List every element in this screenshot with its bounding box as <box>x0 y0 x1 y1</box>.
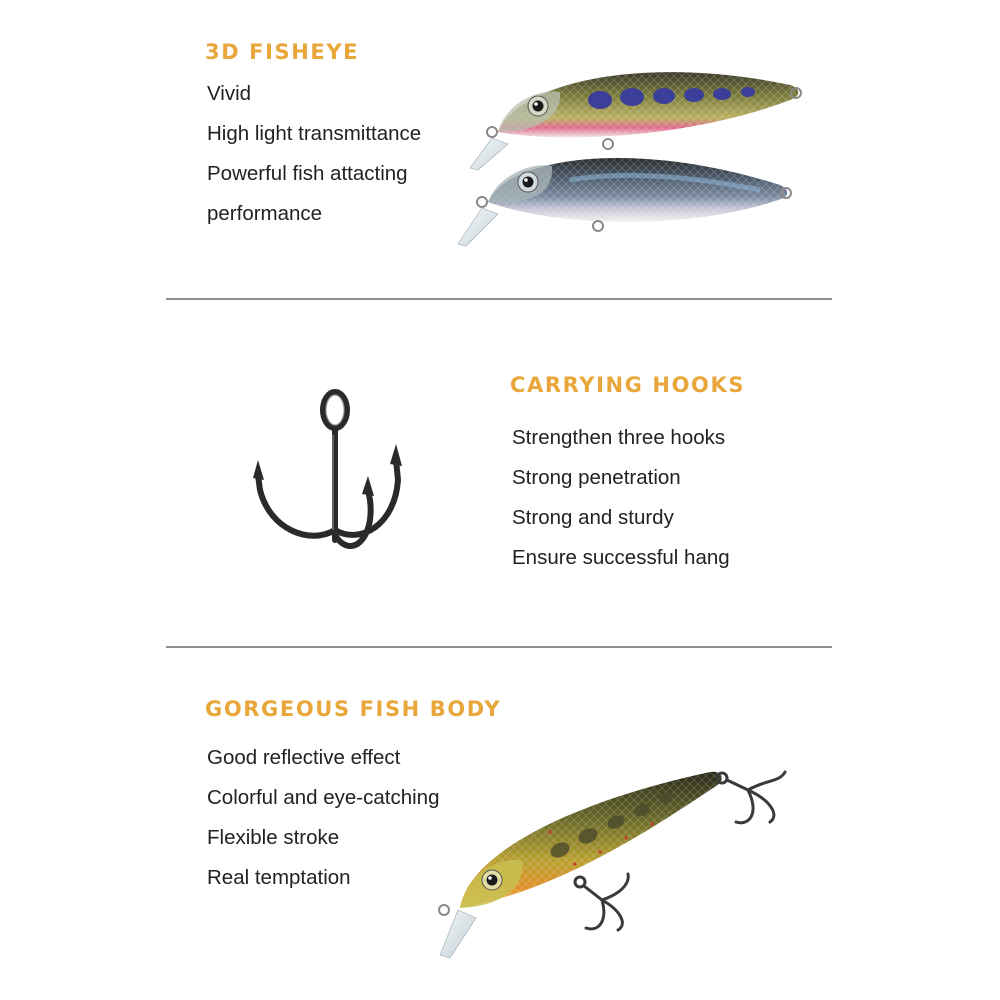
section-title-carrying-hooks: CARRYING HOOKS <box>510 373 746 397</box>
section-divider <box>166 298 832 300</box>
feature-item: Colorful and eye-catching <box>207 786 440 809</box>
feature-list-3d-fisheye <box>207 74 421 234</box>
feature-item: Strengthen three hooks <box>512 426 726 449</box>
feature-item: Good reflective effect <box>207 746 401 769</box>
section-divider <box>166 646 832 648</box>
feature-item: Strong and sturdy <box>512 506 674 529</box>
feature-list-gorgeous-fish-body <box>207 738 439 898</box>
section-title-gorgeous-fish-body: GORGEOUS FISH BODY <box>205 697 502 721</box>
tail-treble-hook <box>717 772 785 823</box>
feature-list-carrying-hooks <box>512 418 730 578</box>
fishing-lure-with-hooks-image <box>430 760 810 970</box>
lure-upper <box>470 72 801 170</box>
feature-item: Flexible stroke <box>207 826 340 849</box>
feature-item: High light transmittance <box>207 122 422 145</box>
fishing-lure-pair-image <box>450 40 830 260</box>
treble-hook-image <box>240 380 420 580</box>
feature-item: Vivid <box>207 82 252 105</box>
lure-lower <box>458 158 791 246</box>
feature-item: performance <box>207 202 323 225</box>
feature-item: Strong penetration <box>512 466 681 489</box>
belly-treble-hook <box>575 874 628 930</box>
section-title-3d-fisheye: 3D FISHEYE <box>205 40 360 64</box>
feature-item: Ensure successful hang <box>512 546 730 569</box>
feature-item: Powerful fish attacting <box>207 162 408 185</box>
feature-item: Real temptation <box>207 866 351 889</box>
